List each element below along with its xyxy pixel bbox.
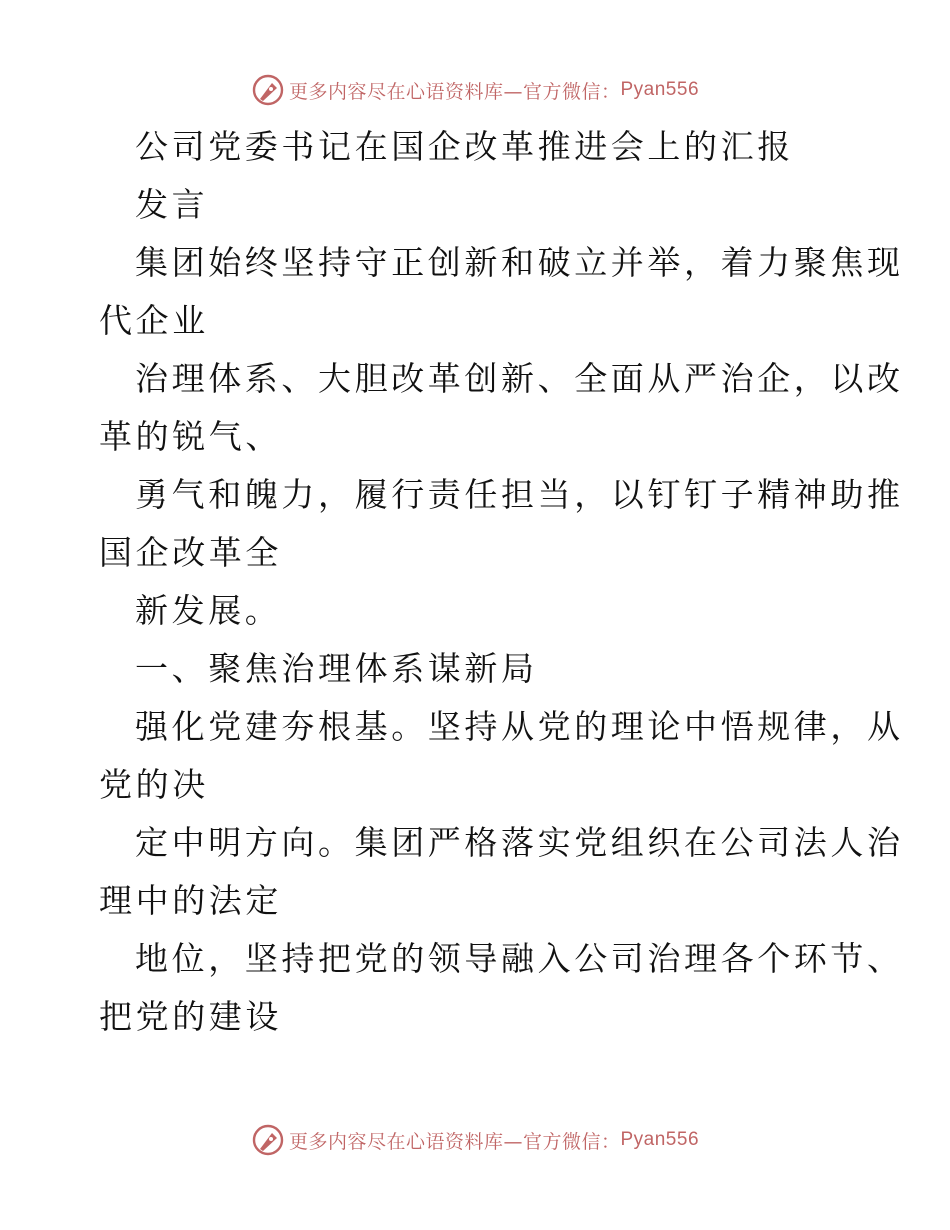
paragraph-line: 代企业 bbox=[99, 301, 209, 340]
watermark-text: 更多内容尽在心语资料库—官方微信： bbox=[288, 1130, 621, 1153]
paragraph-line: 新发展。 bbox=[135, 591, 282, 630]
paragraph-line: 理中的法定 bbox=[99, 881, 282, 920]
paragraph-line: 强化党建夯根基。坚持从党的理论中悟规律，从 bbox=[135, 707, 904, 746]
watermark-text: 更多内容尽在心语资料库—官方微信： bbox=[288, 80, 621, 103]
paragraph-line: 把党的建设 bbox=[99, 997, 282, 1036]
footer-watermark bbox=[0, 1120, 950, 1160]
paragraph-line: 定中明方向。集团严格落实党组织在公司法人治 bbox=[135, 823, 904, 862]
paragraph-line: 治理体系、大胆改革创新、全面从严治企，以改 bbox=[135, 359, 904, 398]
watermark-wechat-id: Pyan556 bbox=[620, 79, 700, 100]
pen-nib-circle-icon bbox=[251, 73, 285, 107]
header-watermark bbox=[0, 70, 950, 110]
paragraph-line: 党的决 bbox=[99, 765, 209, 804]
pen-nib-circle-icon bbox=[251, 1123, 285, 1157]
document-body bbox=[99, 118, 904, 1046]
paragraph-line: 集团始终坚持守正创新和破立并举，着力聚焦现 bbox=[135, 243, 904, 282]
section-heading: 一、聚焦治理体系谋新局 bbox=[135, 649, 538, 688]
paragraph-line: 勇气和魄力，履行责任担当，以钉钉子精神助推 bbox=[135, 475, 904, 514]
document-title-line-2: 发言 bbox=[135, 185, 209, 224]
paragraph-line: 国企改革全 bbox=[99, 533, 282, 572]
document-title-line-1: 公司党委书记在国企改革推进会上的汇报 bbox=[135, 127, 794, 166]
paragraph-line: 革的锐气、 bbox=[99, 417, 282, 456]
watermark-wechat-id: Pyan556 bbox=[620, 1129, 700, 1150]
paragraph-line: 地位，坚持把党的领导融入公司治理各个环节、 bbox=[135, 939, 904, 978]
